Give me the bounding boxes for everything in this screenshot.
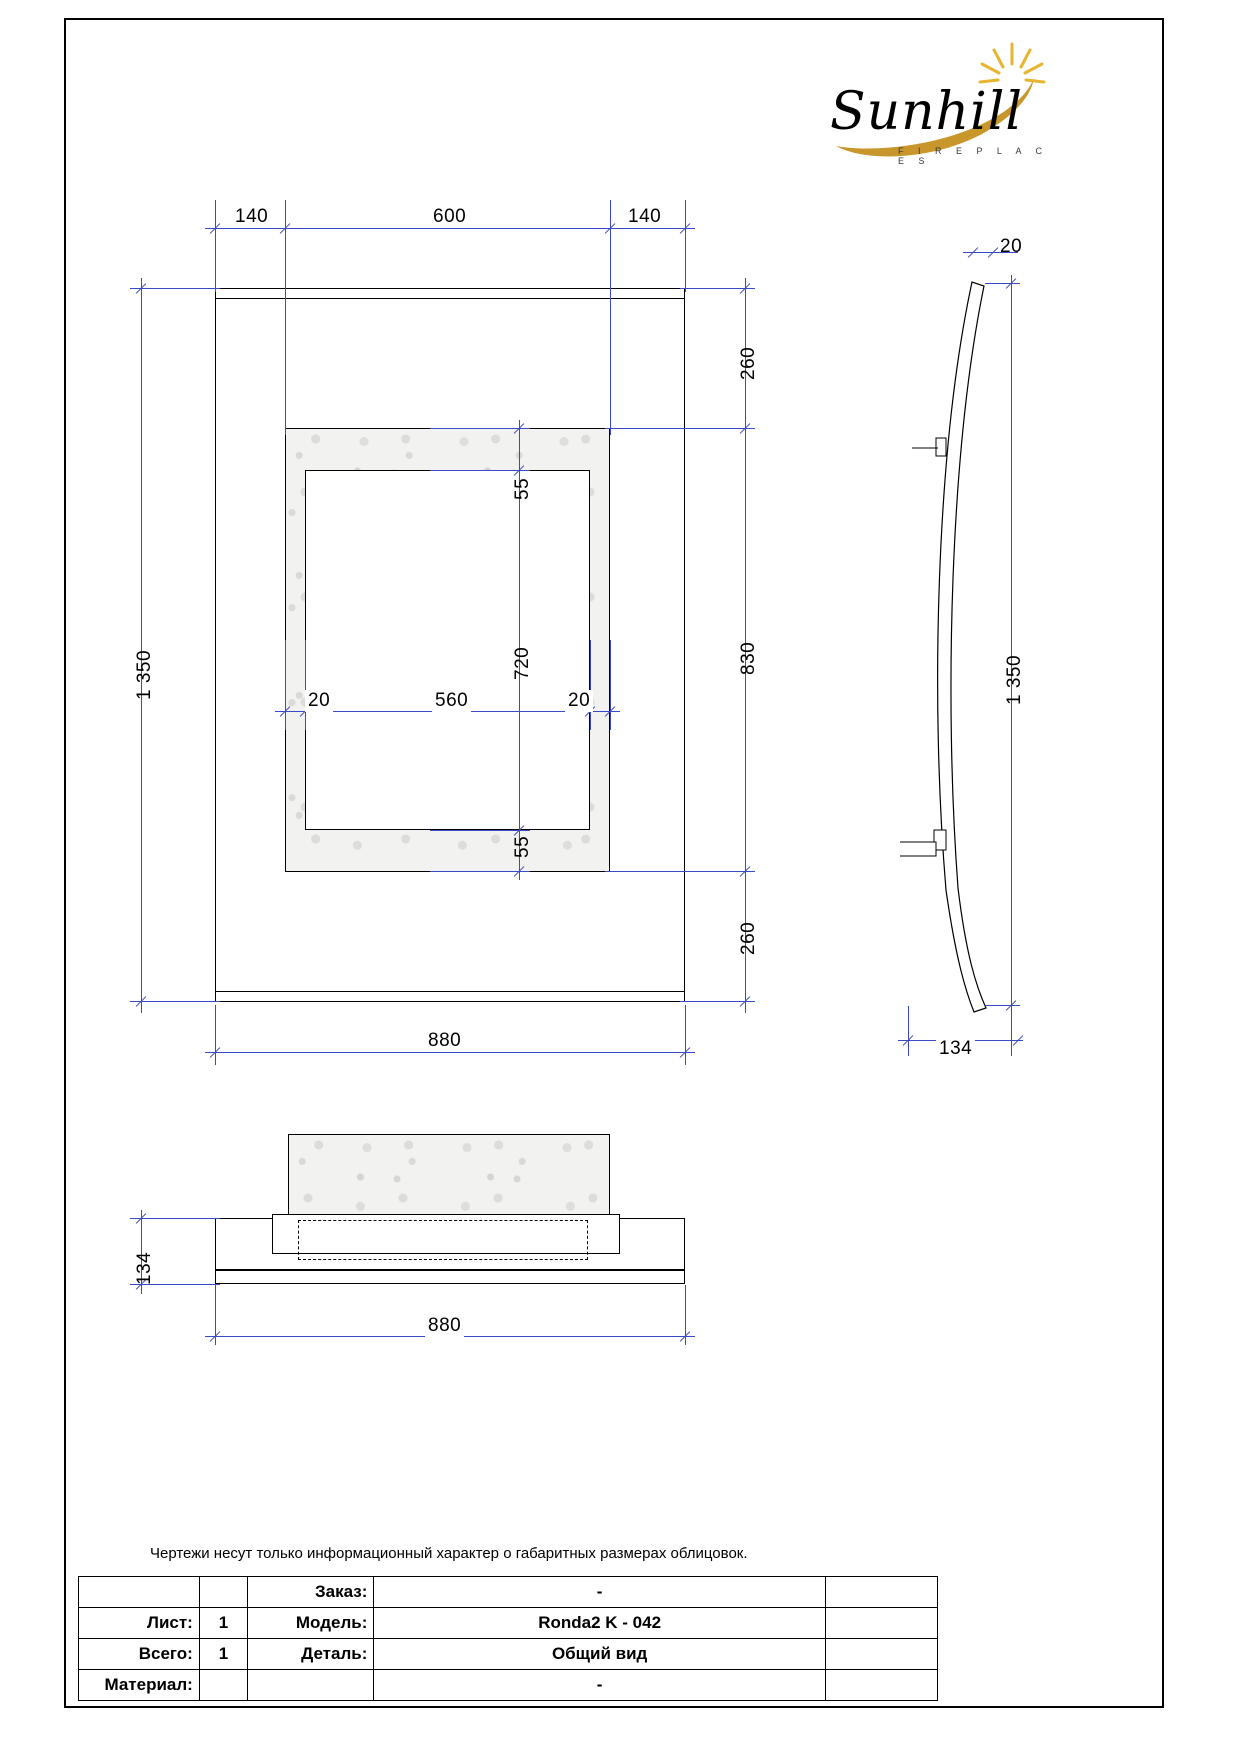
dim-1350-side: 1 350: [1004, 654, 1025, 705]
table-row: [79, 1577, 938, 1608]
ext-line: [985, 283, 1020, 284]
dim-880-top: 880: [425, 1315, 464, 1337]
ext-line: [285, 640, 286, 730]
ext-line: [215, 1005, 216, 1065]
ext-line: [908, 1006, 909, 1056]
dim-1350-front: 1 350: [134, 649, 155, 700]
ext-line: [605, 428, 755, 429]
dim-20-right: 20: [565, 690, 593, 712]
ext-line: [285, 200, 286, 435]
top-view-base-plate: [215, 1270, 685, 1284]
empty-cell: [79, 1577, 200, 1608]
ext-line: [430, 871, 530, 872]
dim-20-left: 20: [305, 690, 333, 712]
ext-line: [430, 428, 530, 429]
dim-134-side: 134: [936, 1038, 975, 1060]
empty-cell: [199, 1577, 247, 1608]
empty-cell: [825, 1608, 937, 1639]
dim-260-bottom: 260: [738, 921, 759, 955]
ext-line: [605, 871, 755, 872]
dim-260-top: 260: [738, 346, 759, 380]
informational-note: Чертежи несут только информационный характер о габаритных размерах облицовок.: [150, 1545, 748, 1562]
model-value: Ronda2 K - 042: [374, 1608, 826, 1639]
empty-cell: [248, 1670, 374, 1701]
sheet-label: Лист:: [79, 1608, 200, 1639]
logo-wordmark: Sunhill: [830, 82, 1023, 142]
empty-cell: [199, 1670, 247, 1701]
dim-55-bottom: 55: [512, 835, 533, 858]
order-label: Заказ:: [248, 1577, 374, 1608]
dim-140-right: 140: [625, 206, 664, 228]
table-row: [79, 1670, 938, 1701]
dim-830: 830: [738, 641, 759, 675]
ext-line: [305, 640, 306, 730]
front-view-opening: [305, 470, 590, 830]
order-value: -: [374, 1577, 826, 1608]
dim-line-front-width: [205, 1052, 695, 1053]
dim-600-top: 600: [430, 206, 469, 228]
detail-value: Общий вид: [374, 1639, 826, 1670]
dim-line-side-height: [1011, 275, 1012, 1020]
ext-line: [215, 200, 216, 292]
sunhill-logo: [820, 40, 1050, 175]
material-value: -: [374, 1670, 826, 1701]
table-row: [79, 1639, 938, 1670]
top-view-hidden-outline: [298, 1220, 588, 1260]
ext-line: [130, 1001, 220, 1002]
title-block: [78, 1576, 938, 1701]
total-value: 1: [199, 1639, 247, 1670]
side-view-profile: [900, 270, 1040, 1030]
sheet-value: 1: [199, 1608, 247, 1639]
material-label: Материал:: [79, 1670, 200, 1701]
top-view-stone-panel: [288, 1134, 610, 1226]
empty-cell: [825, 1670, 937, 1701]
logo-tagline: F I R E P L A C E S: [898, 146, 1049, 166]
dim-55-top: 55: [512, 477, 533, 500]
dim-880-front: 880: [425, 1030, 464, 1052]
ext-line: [685, 1005, 686, 1065]
ext-line: [610, 200, 611, 435]
ext-line: [685, 200, 686, 292]
ext-line: [130, 288, 220, 289]
dim-20-side: 20: [1000, 236, 1023, 257]
total-label: Всего:: [79, 1639, 200, 1670]
ext-line: [430, 470, 530, 471]
detail-label: Деталь:: [248, 1639, 374, 1670]
dim-720: 720: [512, 646, 533, 680]
dim-560: 560: [432, 690, 471, 712]
front-view-bottom-cap: [215, 991, 685, 1002]
ext-line: [1011, 1006, 1012, 1056]
dim-140-left: 140: [232, 206, 271, 228]
dim-line-top-chain: [205, 228, 695, 229]
ext-line: [590, 640, 591, 730]
ext-line: [610, 640, 611, 730]
dim-134-top: 134: [134, 1251, 155, 1285]
ext-line: [430, 830, 530, 831]
ext-line: [130, 1218, 220, 1219]
model-label: Модель:: [248, 1608, 374, 1639]
dim-line-front-height: [141, 278, 142, 1013]
table-row: [79, 1608, 938, 1639]
ext-line: [985, 1005, 1020, 1006]
empty-cell: [825, 1639, 937, 1670]
empty-cell: [825, 1577, 937, 1608]
